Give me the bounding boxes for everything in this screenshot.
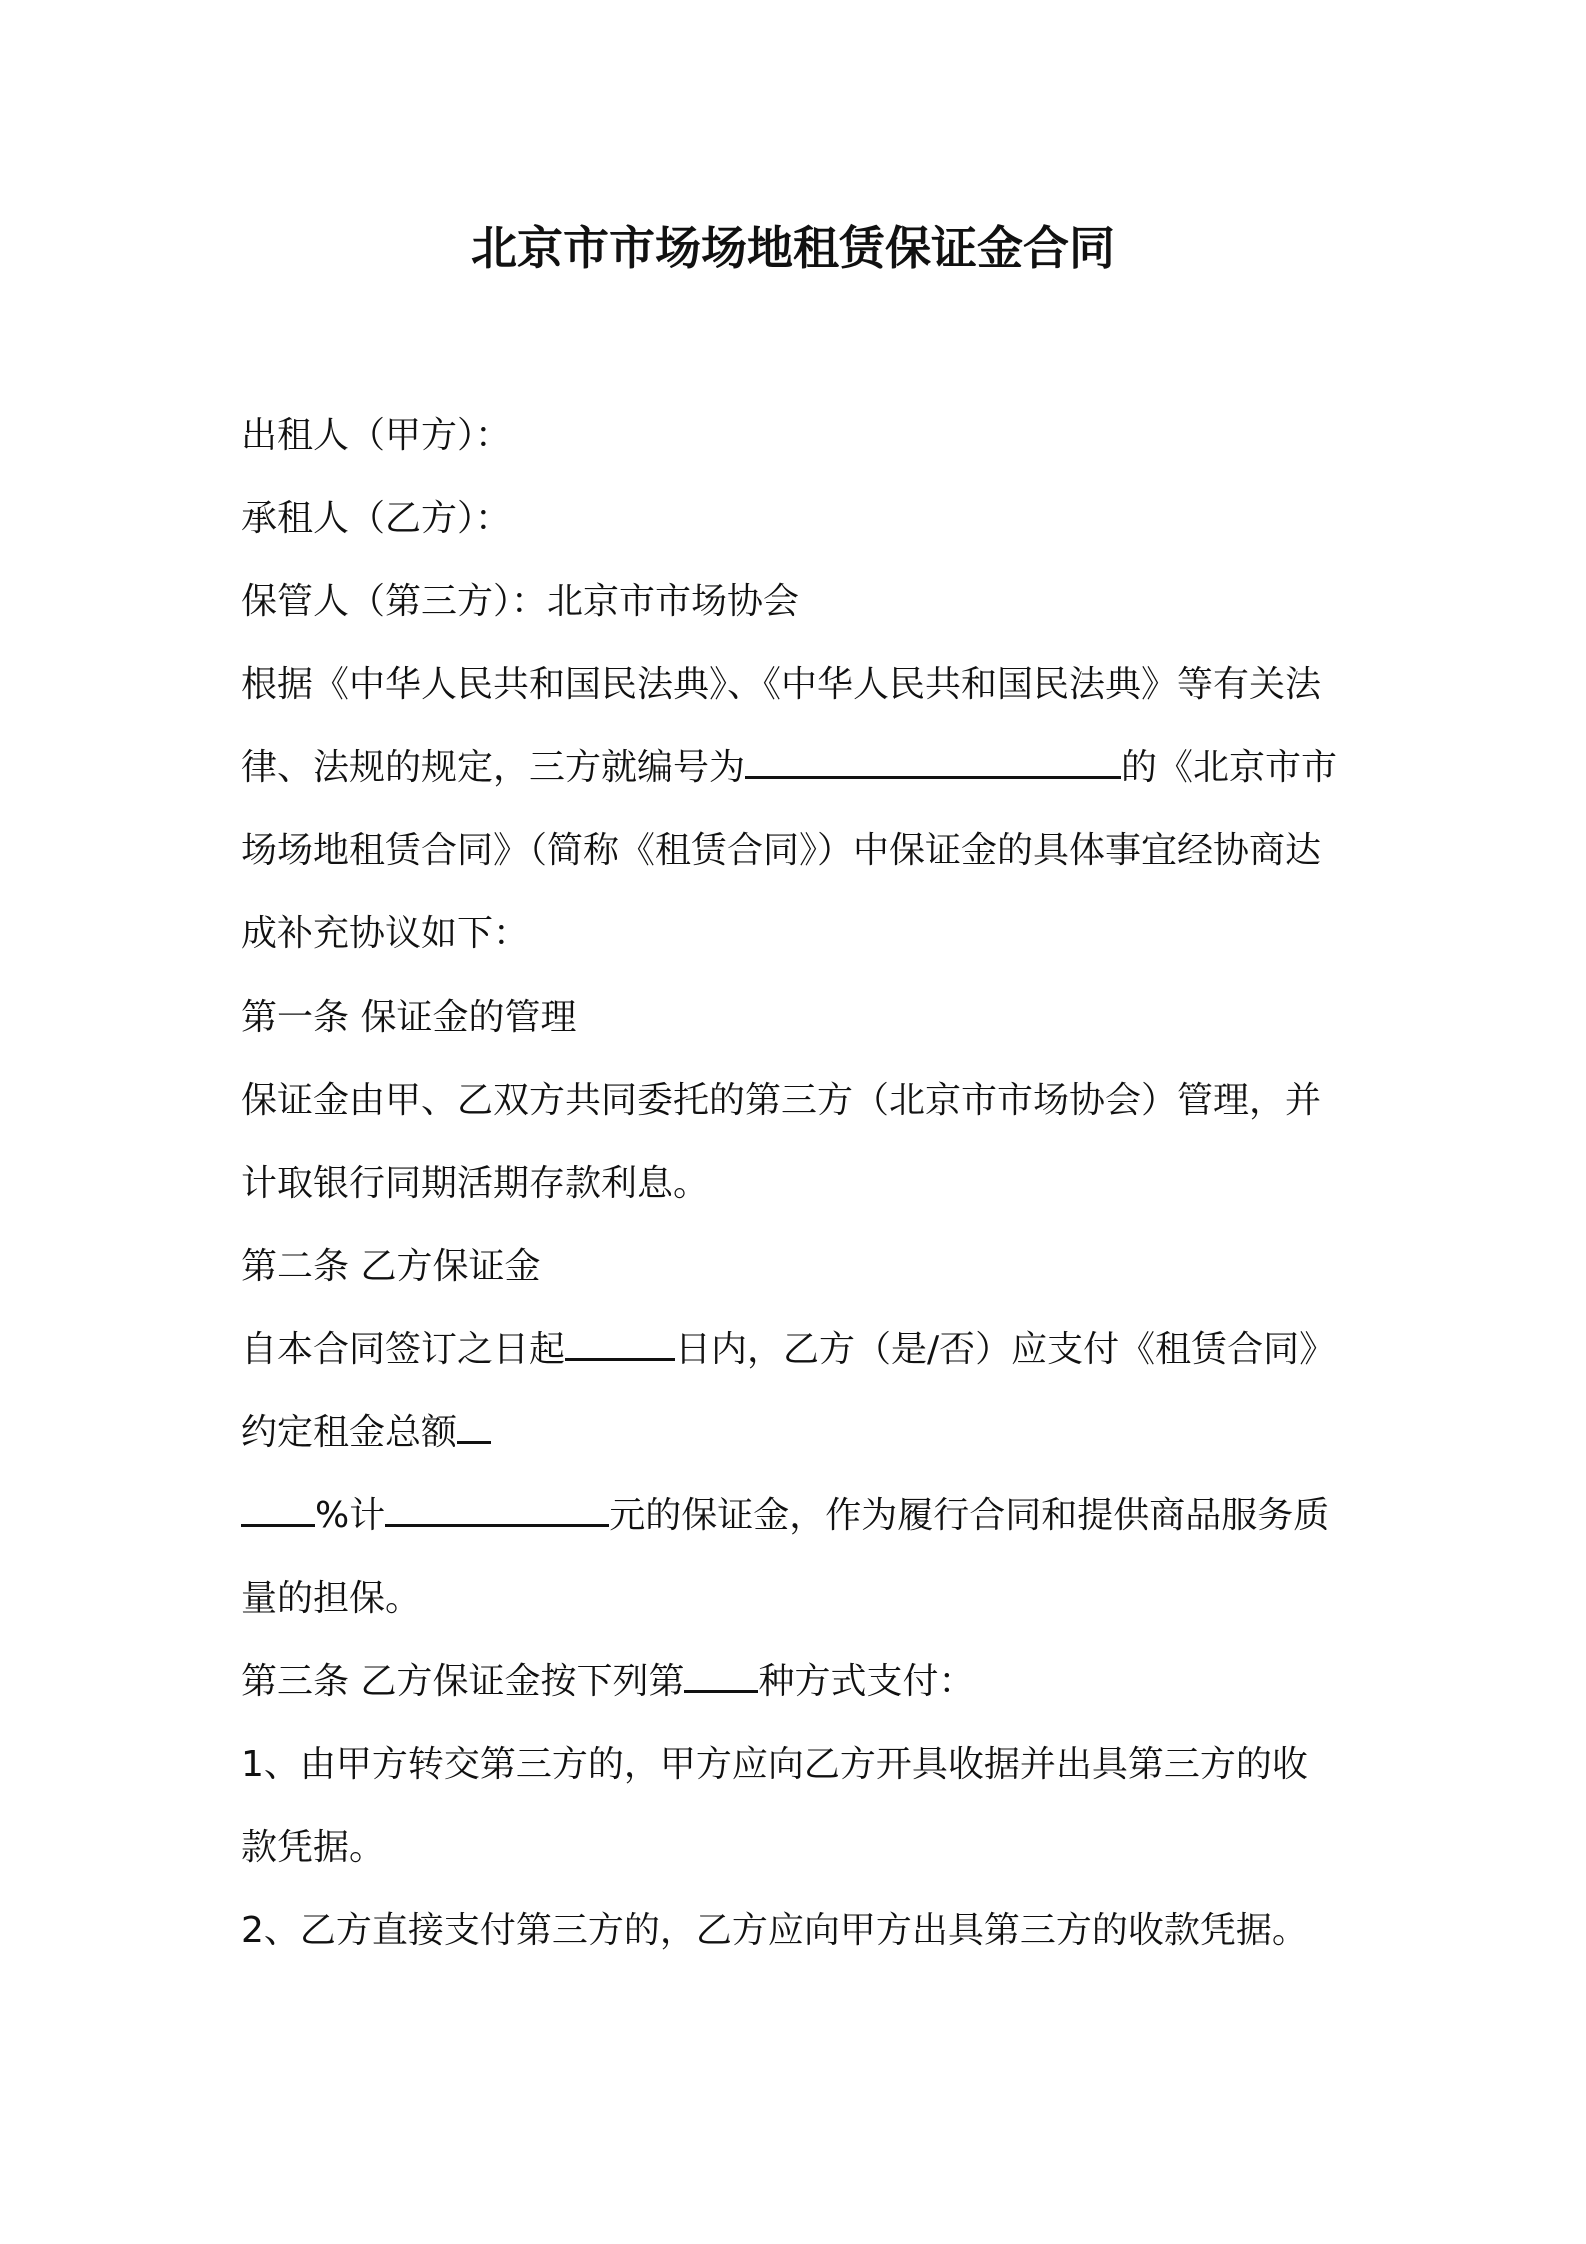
- article-2-line-1-end: 日内，乙方（是/否）应支付《租赁合同》: [675, 1329, 1336, 1370]
- lessor-line: 出租人（甲方）：: [241, 415, 512, 456]
- preamble-line-2-end: 的《北京市市: [1121, 747, 1338, 788]
- payment-method-blank: [684, 1658, 758, 1693]
- article-2-line-3-end: 元的保证金，作为履行合同和提供商品服务质: [609, 1495, 1330, 1536]
- preamble-line-2-start: 律、法规的规定，三方就编号为: [241, 747, 746, 788]
- article-1-heading: 第一条 保证金的管理: [241, 997, 577, 1038]
- article-3-heading-start: 第三条 乙方保证金按下列第: [241, 1661, 685, 1702]
- article-3-item-1-line-2: 款凭据。: [241, 1827, 386, 1868]
- article-2-line-1-start: 自本合同签订之日起: [241, 1329, 566, 1370]
- article-2-line-3-mid: %计: [315, 1495, 386, 1536]
- preamble-line-2: [241, 740, 1337, 796]
- preamble-line-1: 根据《中华人民共和国民法典》、《中华人民共和国民法典》等有关法: [241, 664, 1322, 705]
- amount-blank: [385, 1492, 609, 1527]
- article-1-line-1: 保证金由甲、乙双方共同委托的第三方（北京市市场协会）管理，并: [241, 1080, 1322, 1121]
- article-2-line-2: [241, 1405, 491, 1461]
- percent-blank: [241, 1492, 315, 1527]
- preamble-line-4: 成补充协议如下：: [241, 913, 530, 954]
- article-2-line-4: 量的担保。: [241, 1578, 422, 1619]
- document-title: 北京市市场场地租赁保证金合同: [471, 221, 1115, 275]
- rent-total-blank: [457, 1409, 491, 1444]
- lessee-line: 承租人（乙方）：: [241, 498, 512, 539]
- article-3-heading: [241, 1654, 974, 1710]
- article-2-line-2-text: 约定租金总额: [241, 1412, 458, 1453]
- custodian-line: 保管人（第三方）：北京市市场协会: [241, 581, 800, 622]
- article-3-heading-end: 种方式支付：: [758, 1661, 975, 1702]
- article-1-line-2: 计取银行同期活期存款利息。: [241, 1163, 710, 1204]
- article-3-item-1-line-1: 1、由甲方转交第三方的，甲方应向乙方开具收据并出具第三方的收: [241, 1744, 1308, 1785]
- days-blank: [565, 1326, 675, 1361]
- contract-number-blank: [745, 744, 1121, 779]
- article-2-line-3: [241, 1488, 1329, 1544]
- preamble-line-3: 场场地租赁合同》（简称《租赁合同》）中保证金的具体事宜经协商达: [241, 830, 1322, 871]
- article-2-heading: 第二条 乙方保证金: [241, 1246, 541, 1287]
- article-3-item-2: 2、乙方直接支付第三方的，乙方应向甲方出具第三方的收款凭据。: [241, 1910, 1308, 1951]
- article-2-line-1: [241, 1322, 1335, 1378]
